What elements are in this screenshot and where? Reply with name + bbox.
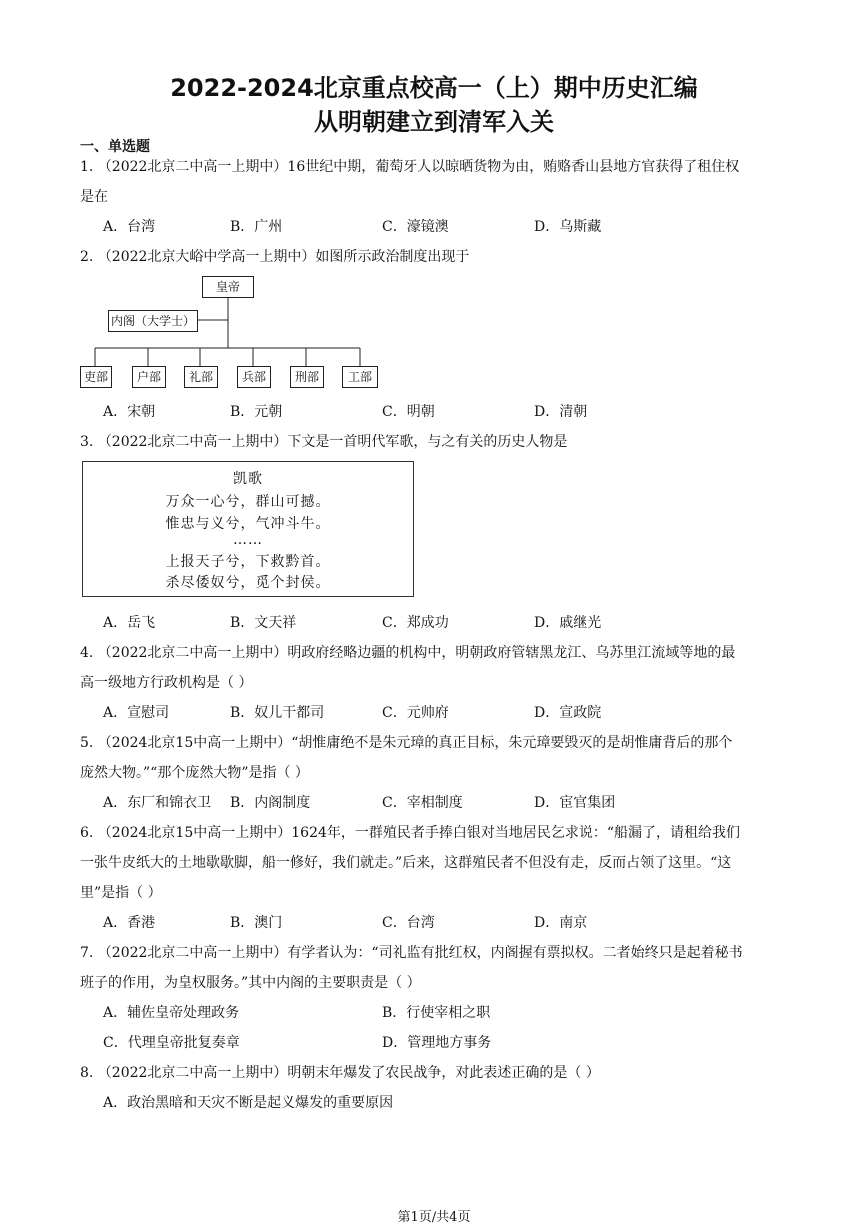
question-5-stem-cont: 庞然大物。”“那个庞然大物”是指（ ）: [80, 765, 309, 781]
question-1-option-d: D．乌斯藏: [534, 219, 602, 235]
question-5-option-a: A．东厂和锦衣卫: [103, 795, 212, 811]
question-5-option-b: B．内阁制度: [230, 795, 311, 811]
question-6-stem-cont: 里”是指（ ）: [80, 885, 162, 901]
diagram-ministry-box: 刑部: [290, 366, 324, 388]
question-3-option-b: B．文天祥: [230, 615, 297, 631]
question-3-stem: 3. （2022北京二中高一上期中）下文是一首明代军歌，与之有关的历史人物是: [80, 434, 568, 450]
question-6-option-c: C．台湾: [382, 915, 435, 931]
question-5-stem: 5. （2024北京15中高一上期中）“胡惟庸绝不是朱元璋的真正目标，朱元璋要毁灭的是胡惟庸背后的那个: [80, 735, 733, 751]
question-2-option-a: A．宋朝: [103, 404, 156, 420]
question-6-stem: 6. （2024北京15中高一上期中）1624年，一群殖民者手捧白银对当地居民乞求说：“船漏了，请租给我们: [80, 825, 741, 841]
page-number: 第1页/共4页: [397, 1210, 471, 1225]
question-3-option-d: D．戚继光: [534, 615, 602, 631]
question-4-option-a: A．宣慰司: [103, 705, 170, 721]
poem-line: 上报天子兮，下救黔首。: [165, 554, 331, 570]
diagram-ministry-box: 礼部: [184, 366, 218, 388]
question-4-stem-cont: 高一级地方行政机构是（ ）: [80, 675, 253, 691]
question-7-option-a: A．辅佐皇帝处理政务: [103, 1005, 240, 1021]
government-structure-diagram: [80, 274, 380, 392]
diagram-cabinet-box: 内阁（大学士）: [108, 310, 198, 332]
question-1-stem: 1. （2022北京二中高一上期中）16世纪中期，葡萄牙人以晾晒货物为由，贿赂香山县地方官获得了租住权: [80, 159, 740, 175]
question-1-option-b: B．广州: [230, 219, 283, 235]
question-2-option-b: B．元朝: [230, 404, 283, 420]
question-8-option-a: A．政治黑暗和天灾不断是起义爆发的重要原因: [103, 1095, 394, 1111]
question-2-stem: 2. （2022北京大峪中学高一上期中）如图所示政治制度出现于: [80, 249, 470, 265]
poem-title: 凯歌: [233, 471, 263, 487]
question-8-stem: 8. （2022北京二中高一上期中）明朝末年爆发了农民战争，对此表述正确的是（ ）: [80, 1065, 600, 1081]
question-2-option-c: C．明朝: [382, 404, 435, 420]
question-7-stem-cont: 班子的作用，为皇权服务。”其中内阁的主要职责是（ ）: [80, 975, 421, 991]
question-6-option-b: B．澳门: [230, 915, 283, 931]
poem-line: 惟忠与义兮，气冲斗牛。: [165, 516, 331, 532]
document-title: 2022-2024北京重点校高一（上）期中历史汇编: [170, 74, 698, 102]
question-1-option-a: A．台湾: [103, 219, 156, 235]
document-subtitle: 从明朝建立到清军入关: [314, 108, 554, 136]
diagram-ministry-box: 吏部: [80, 366, 112, 388]
diagram-ministry-box: 户部: [132, 366, 166, 388]
question-7-option-d: D．管理地方事务: [382, 1035, 492, 1051]
military-song-box: [82, 461, 414, 597]
question-3-option-c: C．郑成功: [382, 615, 449, 631]
question-2-option-d: D．清朝: [534, 404, 588, 420]
question-5-option-d: D．宦官集团: [534, 795, 616, 811]
question-7-option-b: B．行使宰相之职: [382, 1005, 491, 1021]
question-5-option-c: C．宰相制度: [382, 795, 463, 811]
poem-line: 杀尽倭奴兮，觅个封侯。: [165, 575, 331, 591]
diagram-emperor-box: 皇帝: [202, 276, 254, 298]
question-4-option-c: C．元帅府: [382, 705, 449, 721]
question-7-option-c: C．代理皇帝批复奏章: [103, 1035, 240, 1051]
poem-ellipsis: ……: [233, 532, 263, 548]
question-1-stem-cont: 是在: [80, 189, 108, 205]
section-heading: 一、单选题: [80, 139, 150, 155]
question-6-option-a: A．香港: [103, 915, 156, 931]
question-7-stem: 7. （2022北京二中高一上期中）有学者认为：“司礼监有批红权，内阁握有票拟权。二者始终只是起着秘书: [80, 945, 743, 961]
question-4-option-d: D．宣政院: [534, 705, 602, 721]
question-3-option-a: A．岳飞: [103, 615, 156, 631]
question-6-option-d: D．南京: [534, 915, 588, 931]
question-4-option-b: B．奴儿干都司: [230, 705, 325, 721]
diagram-ministry-box: 工部: [342, 366, 378, 388]
diagram-ministry-box: 兵部: [237, 366, 271, 388]
poem-line: 万众一心兮，群山可撼。: [165, 494, 331, 510]
question-1-option-c: C．濠镜澳: [382, 219, 449, 235]
question-4-stem: 4. （2022北京二中高一上期中）明政府经略边疆的机构中，明朝政府管辖黑龙江、乌苏里江流域等地的最: [80, 645, 736, 661]
question-6-stem-cont: 一张牛皮纸大的土地歇歇脚，船一修好，我们就走。”后来，这群殖民者不但没有走，反而占领了这里。“这: [80, 855, 732, 871]
